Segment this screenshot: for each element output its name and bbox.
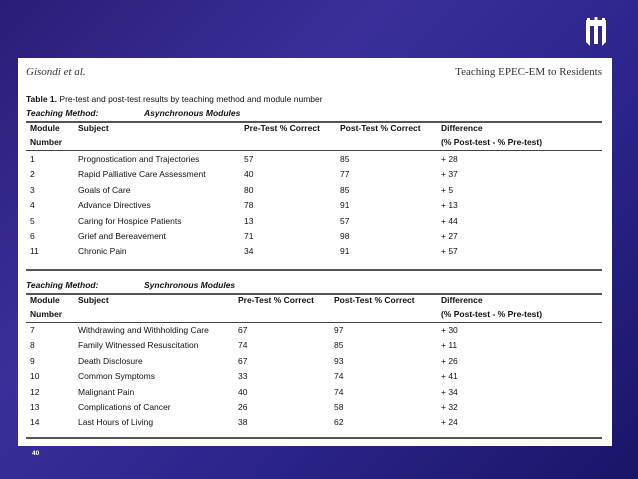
pretest-value: 67 — [238, 355, 248, 366]
difference-value: + 57 — [441, 246, 458, 257]
posttest-value: 57 — [340, 215, 350, 226]
module-number: 8 — [30, 340, 35, 351]
posttest-value: 62 — [334, 417, 344, 428]
column-header-subject: Subject — [78, 295, 109, 305]
running-header-authors: Gisondi et al. — [26, 66, 86, 78]
module-subject: Grief and Bereavement — [78, 231, 166, 241]
posttest-value: 85 — [340, 154, 350, 164]
posttest-value: 85 — [340, 184, 350, 195]
pretest-value: 71 — [244, 231, 254, 241]
module-number: 12 — [30, 386, 40, 397]
header-bottom-rule — [26, 150, 602, 151]
caption-label: Table 1. — [26, 94, 58, 104]
posttest-value: 77 — [340, 169, 350, 180]
module-number: 10 — [30, 371, 40, 382]
university-logo-icon — [584, 16, 608, 48]
difference-value: + 24 — [441, 417, 458, 428]
module-number: 1 — [30, 154, 35, 164]
posttest-value: 85 — [334, 340, 344, 351]
posttest-value: 74 — [334, 386, 344, 397]
column-header-difference-sub: (% Post-test - % Pre-test) — [441, 309, 543, 319]
module-subject: Goals of Care — [78, 184, 131, 195]
pretest-value: 33 — [238, 371, 248, 382]
posttest-value: 97 — [334, 325, 344, 335]
module-subject: Complications of Cancer — [78, 402, 171, 412]
section-bottom-rule — [26, 437, 602, 439]
pretest-value: 38 — [238, 417, 248, 428]
pretest-value: 74 — [238, 340, 248, 351]
teaching-method-value: Synchronous Modules — [144, 280, 236, 290]
column-header-difference-sub: (% Post-test - % Pre-test) — [441, 137, 543, 147]
column-header-difference: Difference — [441, 123, 483, 133]
column-header-pretest: Pre-Test % Correct — [244, 123, 320, 133]
column-header-posttest: Post-Test % Correct — [340, 123, 421, 133]
difference-value: + 5 — [441, 184, 454, 195]
pretest-value: 26 — [238, 402, 248, 412]
teaching-method-label: Teaching Method: Asynchronous Modules — [26, 108, 241, 118]
difference-value: + 26 — [441, 355, 458, 366]
column-header-pretest: Pre-Test % Correct — [238, 295, 314, 305]
pretest-value: 57 — [244, 154, 254, 164]
module-number: 13 — [30, 402, 40, 412]
difference-value: + 27 — [441, 231, 458, 241]
posttest-value: 74 — [334, 371, 344, 382]
section-top-rule — [26, 293, 602, 295]
module-subject: Family Witnessed Resuscitation — [78, 340, 199, 351]
pretest-value: 67 — [238, 325, 248, 335]
pretest-value: 34 — [244, 246, 254, 257]
module-subject: Chronic Pain — [78, 246, 127, 257]
module-number: 7 — [30, 325, 35, 335]
module-subject: Rapid Palliative Care Assessment — [78, 169, 206, 180]
column-header-number: Number — [30, 137, 63, 147]
caption-text: Pre-test and post-test results by teaching method and module number — [59, 94, 323, 104]
teaching-method-label: Teaching Method: Synchronous Modules — [26, 280, 236, 290]
pretest-value: 78 — [244, 200, 254, 211]
difference-value: + 34 — [441, 386, 458, 397]
pretest-value: 80 — [244, 184, 254, 195]
column-header-module: Module — [30, 295, 60, 305]
module-subject: Death Disclosure — [78, 355, 143, 366]
column-header-number: Number — [30, 309, 63, 319]
header-bottom-rule — [26, 322, 602, 323]
column-header-module: Module — [30, 123, 60, 133]
module-subject: Prognostication and Trajectories — [78, 154, 200, 164]
module-number: 6 — [30, 231, 35, 241]
module-subject: Last Hours of Living — [78, 417, 154, 428]
difference-value: + 28 — [441, 154, 458, 164]
module-subject: Malignant Pain — [78, 386, 135, 397]
pretest-value: 13 — [244, 215, 254, 226]
pretest-value: 40 — [238, 386, 248, 397]
posttest-value: 91 — [340, 200, 350, 211]
posttest-value: 93 — [334, 355, 344, 366]
difference-value: + 11 — [441, 340, 458, 351]
module-subject: Common Symptoms — [78, 371, 155, 382]
module-number: 14 — [30, 417, 40, 428]
difference-value: + 30 — [441, 325, 458, 335]
difference-value: + 41 — [441, 371, 458, 382]
posttest-value: 58 — [334, 402, 344, 412]
module-number: 3 — [30, 184, 35, 195]
module-number: 9 — [30, 355, 35, 366]
module-subject: Caring for Hospice Patients — [78, 215, 182, 226]
difference-value: + 13 — [441, 200, 458, 211]
module-subject: Advance Directives — [78, 200, 151, 211]
module-number: 11 — [30, 246, 39, 257]
section-bottom-rule — [26, 269, 602, 271]
pretest-value: 40 — [244, 169, 254, 180]
table-caption — [26, 94, 323, 104]
module-number: 5 — [30, 215, 35, 226]
column-header-difference: Difference — [441, 295, 483, 305]
column-header-subject: Subject — [78, 123, 109, 133]
slide-page-number: 40 — [32, 450, 40, 457]
module-number: 2 — [30, 169, 35, 180]
posttest-value: 98 — [340, 231, 350, 241]
column-header-posttest: Post-Test % Correct — [334, 295, 415, 305]
posttest-value: 91 — [340, 246, 350, 257]
module-number: 4 — [30, 200, 35, 211]
difference-value: + 44 — [441, 215, 458, 226]
difference-value: + 32 — [441, 402, 458, 412]
module-subject: Withdrawing and Withholding Care — [78, 325, 209, 335]
document-panel — [18, 58, 612, 446]
running-header-title: Teaching EPEC-EM to Residents — [455, 66, 602, 78]
teaching-method-value: Asynchronous Modules — [144, 108, 241, 118]
difference-value: + 37 — [441, 169, 458, 180]
